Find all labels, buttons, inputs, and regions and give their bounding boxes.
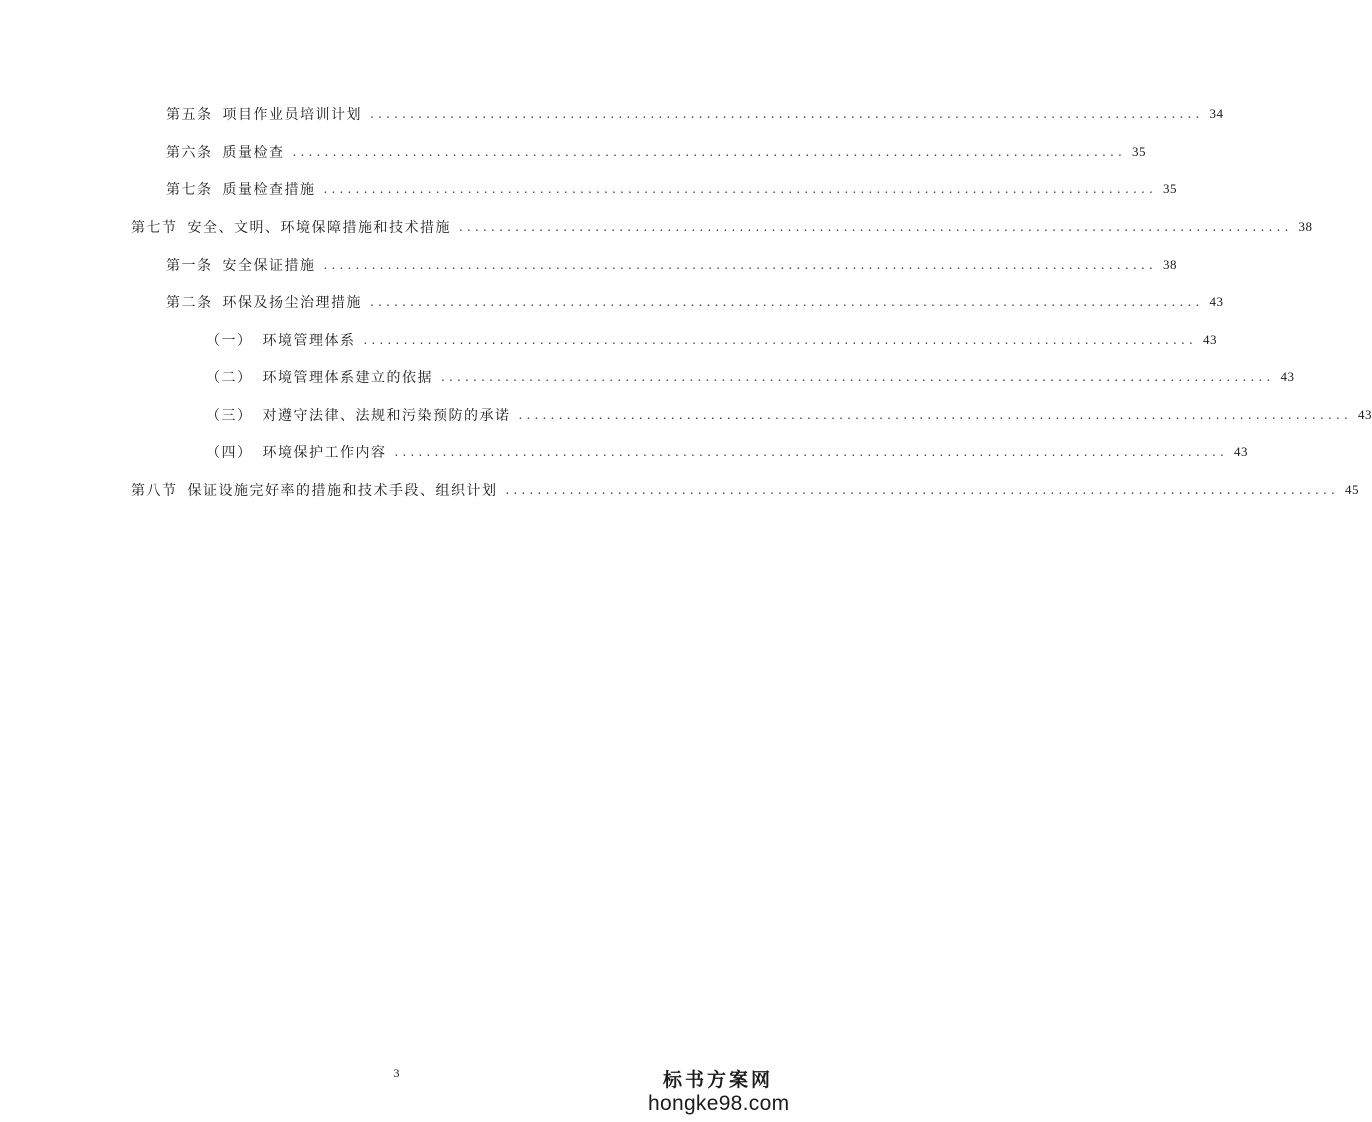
toc-entry-title: （一） 环境管理体系	[206, 333, 356, 349]
toc-entry-title: 第一条 安全保证措施	[166, 258, 316, 274]
toc-entry-title: （二） 环境管理体系建立的依据	[206, 370, 433, 386]
page-number: 3	[393, 1066, 400, 1080]
toc-page-number: 43	[1209, 294, 1224, 309]
toc-entry[interactable]	[166, 140, 1147, 164]
toc-entry-title: 第二条 环保及扬尘治理措施	[166, 295, 362, 311]
toc-entry-title: 第五条 项目作业员培训计划	[166, 107, 362, 123]
toc-page-number: 38	[1163, 257, 1178, 272]
dot-leader: ........................................................................................................	[370, 107, 1204, 121]
dot-leader: ........................................................................................................	[394, 445, 1229, 459]
toc-entry[interactable]	[166, 290, 1224, 314]
dot-leader: ........................................................................................................	[459, 220, 1293, 234]
toc-entry[interactable]	[131, 215, 1313, 239]
toc-entry[interactable]	[166, 102, 1224, 126]
toc-entry-title: 第七条 质量检查措施	[166, 182, 316, 198]
toc-page-number: 45	[1345, 482, 1360, 497]
toc-page-number: 34	[1209, 106, 1224, 121]
dot-leader: ........................................................................................................	[518, 408, 1353, 422]
toc-entry[interactable]	[206, 328, 1218, 352]
dot-leader: ........................................................................................................	[323, 182, 1158, 196]
toc-page-number: 43	[1203, 332, 1218, 347]
dot-leader: ........................................................................................................	[505, 483, 1340, 497]
dot-leader: ........................................................................................................	[370, 295, 1204, 309]
toc-entry[interactable]	[131, 478, 1360, 502]
toc-entry[interactable]	[206, 403, 1372, 427]
toc-entry[interactable]	[206, 440, 1249, 464]
toc-entry[interactable]	[166, 177, 1178, 201]
toc-entry-title: （四） 环境保护工作内容	[206, 445, 387, 461]
toc-entry-title: 第六条 质量检查	[166, 145, 285, 161]
toc-entry-title: 第八节 保证设施完好率的措施和技术手段、组织计划	[131, 483, 498, 499]
toc-page-number: 35	[1163, 181, 1178, 196]
toc-entry-title: （三） 对遵守法律、法规和污染预防的承诺	[206, 408, 511, 424]
toc-page-number: 43	[1234, 444, 1249, 459]
toc-page-number: 43	[1358, 407, 1372, 422]
dot-leader: ........................................................................................................	[363, 333, 1198, 347]
toc-page-number: 43	[1280, 369, 1295, 384]
toc-entry-title: 第七节 安全、文明、环境保障措施和技术措施	[131, 220, 451, 236]
dot-leader: ........................................................................................................	[292, 145, 1127, 159]
dot-leader: ........................................................................................................	[441, 370, 1275, 384]
toc-page-number: 35	[1132, 144, 1147, 159]
toc-page-number: 38	[1298, 219, 1313, 234]
watermark-url: hongke98.com	[648, 1092, 790, 1115]
toc-entry[interactable]	[206, 365, 1295, 389]
dot-leader: ........................................................................................................	[323, 258, 1158, 272]
toc-entry[interactable]	[166, 253, 1178, 277]
watermark-title: 标书方案网	[662, 1069, 773, 1091]
site-watermark	[648, 1068, 788, 1116]
